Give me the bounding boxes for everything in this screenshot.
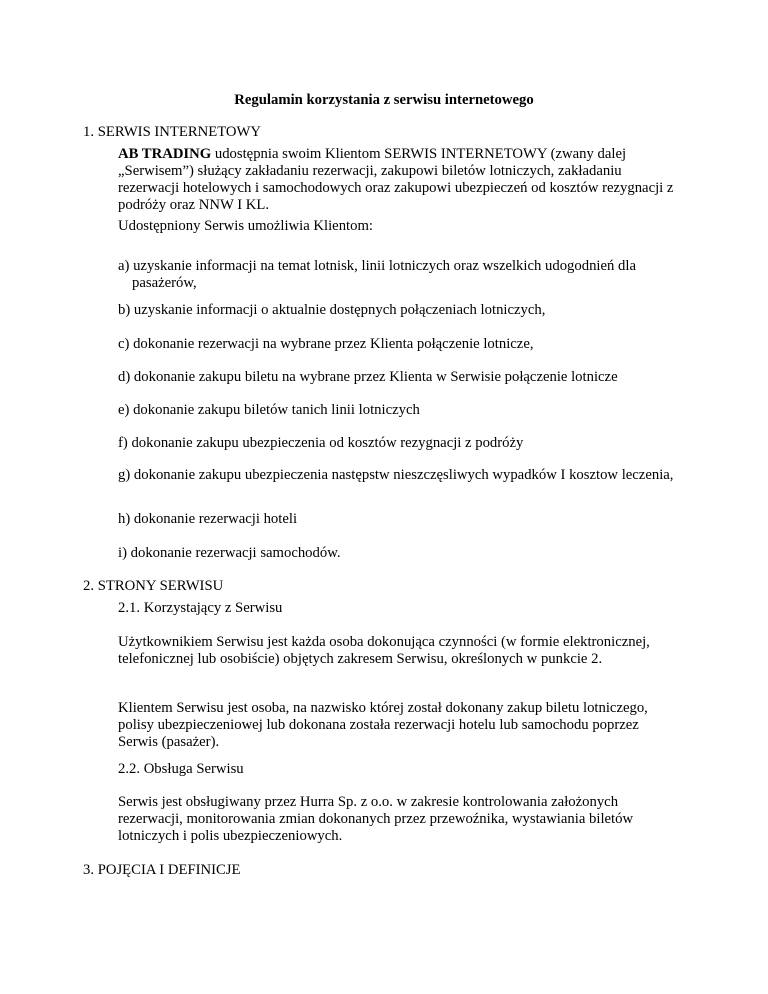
subsection-2-2-heading: 2.2. Obsługa Serwisu xyxy=(118,761,244,777)
list-item-f: f) dokonanie zakupu ubezpieczenia od kosztów rezygnacji z podróży xyxy=(118,435,524,451)
section-2-paragraph-2: Klientem Serwisu jest osoba, na nazwisko której został dokonany zakup biletu lotniczego, polisy ubezpieczeniowej lub dokonana została rezerwacji hotelu lub samochodu poprzez Serwis (pasażer). xyxy=(118,700,648,750)
section-1-heading: 1. SERWIS INTERNETOWY xyxy=(83,124,262,140)
intro-text: udostępnia swoim Klientom SERWIS INTERNETOWY (zwany dalej „Serwisem”) służący zakładaniu rezerwacji, zakupowi biletów lotniczych, zakładaniu rezerwacji hotelowych i samochodowych oraz zakupowi ubezpieczeń od kosztów rezygnacji z podróży oraz NNW I KL. xyxy=(118,146,674,213)
list-item-a: a) uzyskanie informacji na temat lotnisk, linii lotniczych oraz wszelkich udogodnień dla pasażerów, xyxy=(118,258,636,291)
section-3-heading: 3. POJĘCIA I DEFINICJE xyxy=(83,862,241,878)
list-item-i: i) dokonanie rezerwacji samochodów. xyxy=(118,545,341,561)
document-title: Regulamin korzystania z serwisu internetowego xyxy=(234,92,534,108)
company-name: AB TRADING xyxy=(118,146,212,162)
list-item-h: h) dokonanie rezerwacji hoteli xyxy=(118,511,298,527)
section-1-lead: Udostępniony Serwis umożliwia Klientom: xyxy=(118,218,373,234)
list-item-g: g) dokonanie zakupu ubezpieczenia następstw nieszczęsliwych wypadków I kosztow leczenia, xyxy=(118,467,674,483)
section-1-intro xyxy=(118,146,678,214)
list-item-d: d) dokonanie zakupu biletu na wybrane przez Klienta w Serwisie połączenie lotnicze xyxy=(118,369,618,385)
list-item-c: c) dokonanie rezerwacji na wybrane przez Klienta połączenie lotnicze, xyxy=(118,336,534,352)
section-2-paragraph-1: Użytkownikiem Serwisu jest każda osoba dokonująca czynności (w formie elektronicznej, telefonicznej lub osobiście) objętych zakresem Serwisu, określonych w punkcie 2. xyxy=(118,634,650,667)
section-2-paragraph-3: Serwis jest obsługiwany przez Hurra Sp. z o.o. w zakresie kontrolowania założonych rezerwacji, monitorowania zmian dokonanych przez przewoźnika, wystawiania biletów lotniczych i polis ubezpieczeniowych. xyxy=(118,794,634,844)
list-item-b: b) uzyskanie informacji o aktualnie dostępnych połączeniach lotniczych, xyxy=(118,302,546,318)
section-2-heading: 2. STRONY SERWISU xyxy=(83,578,224,594)
subsection-2-1-heading: 2.1. Korzystający z Serwisu xyxy=(118,600,283,616)
list-item-e: e) dokonanie zakupu biletów tanich linii lotniczych xyxy=(118,402,420,418)
